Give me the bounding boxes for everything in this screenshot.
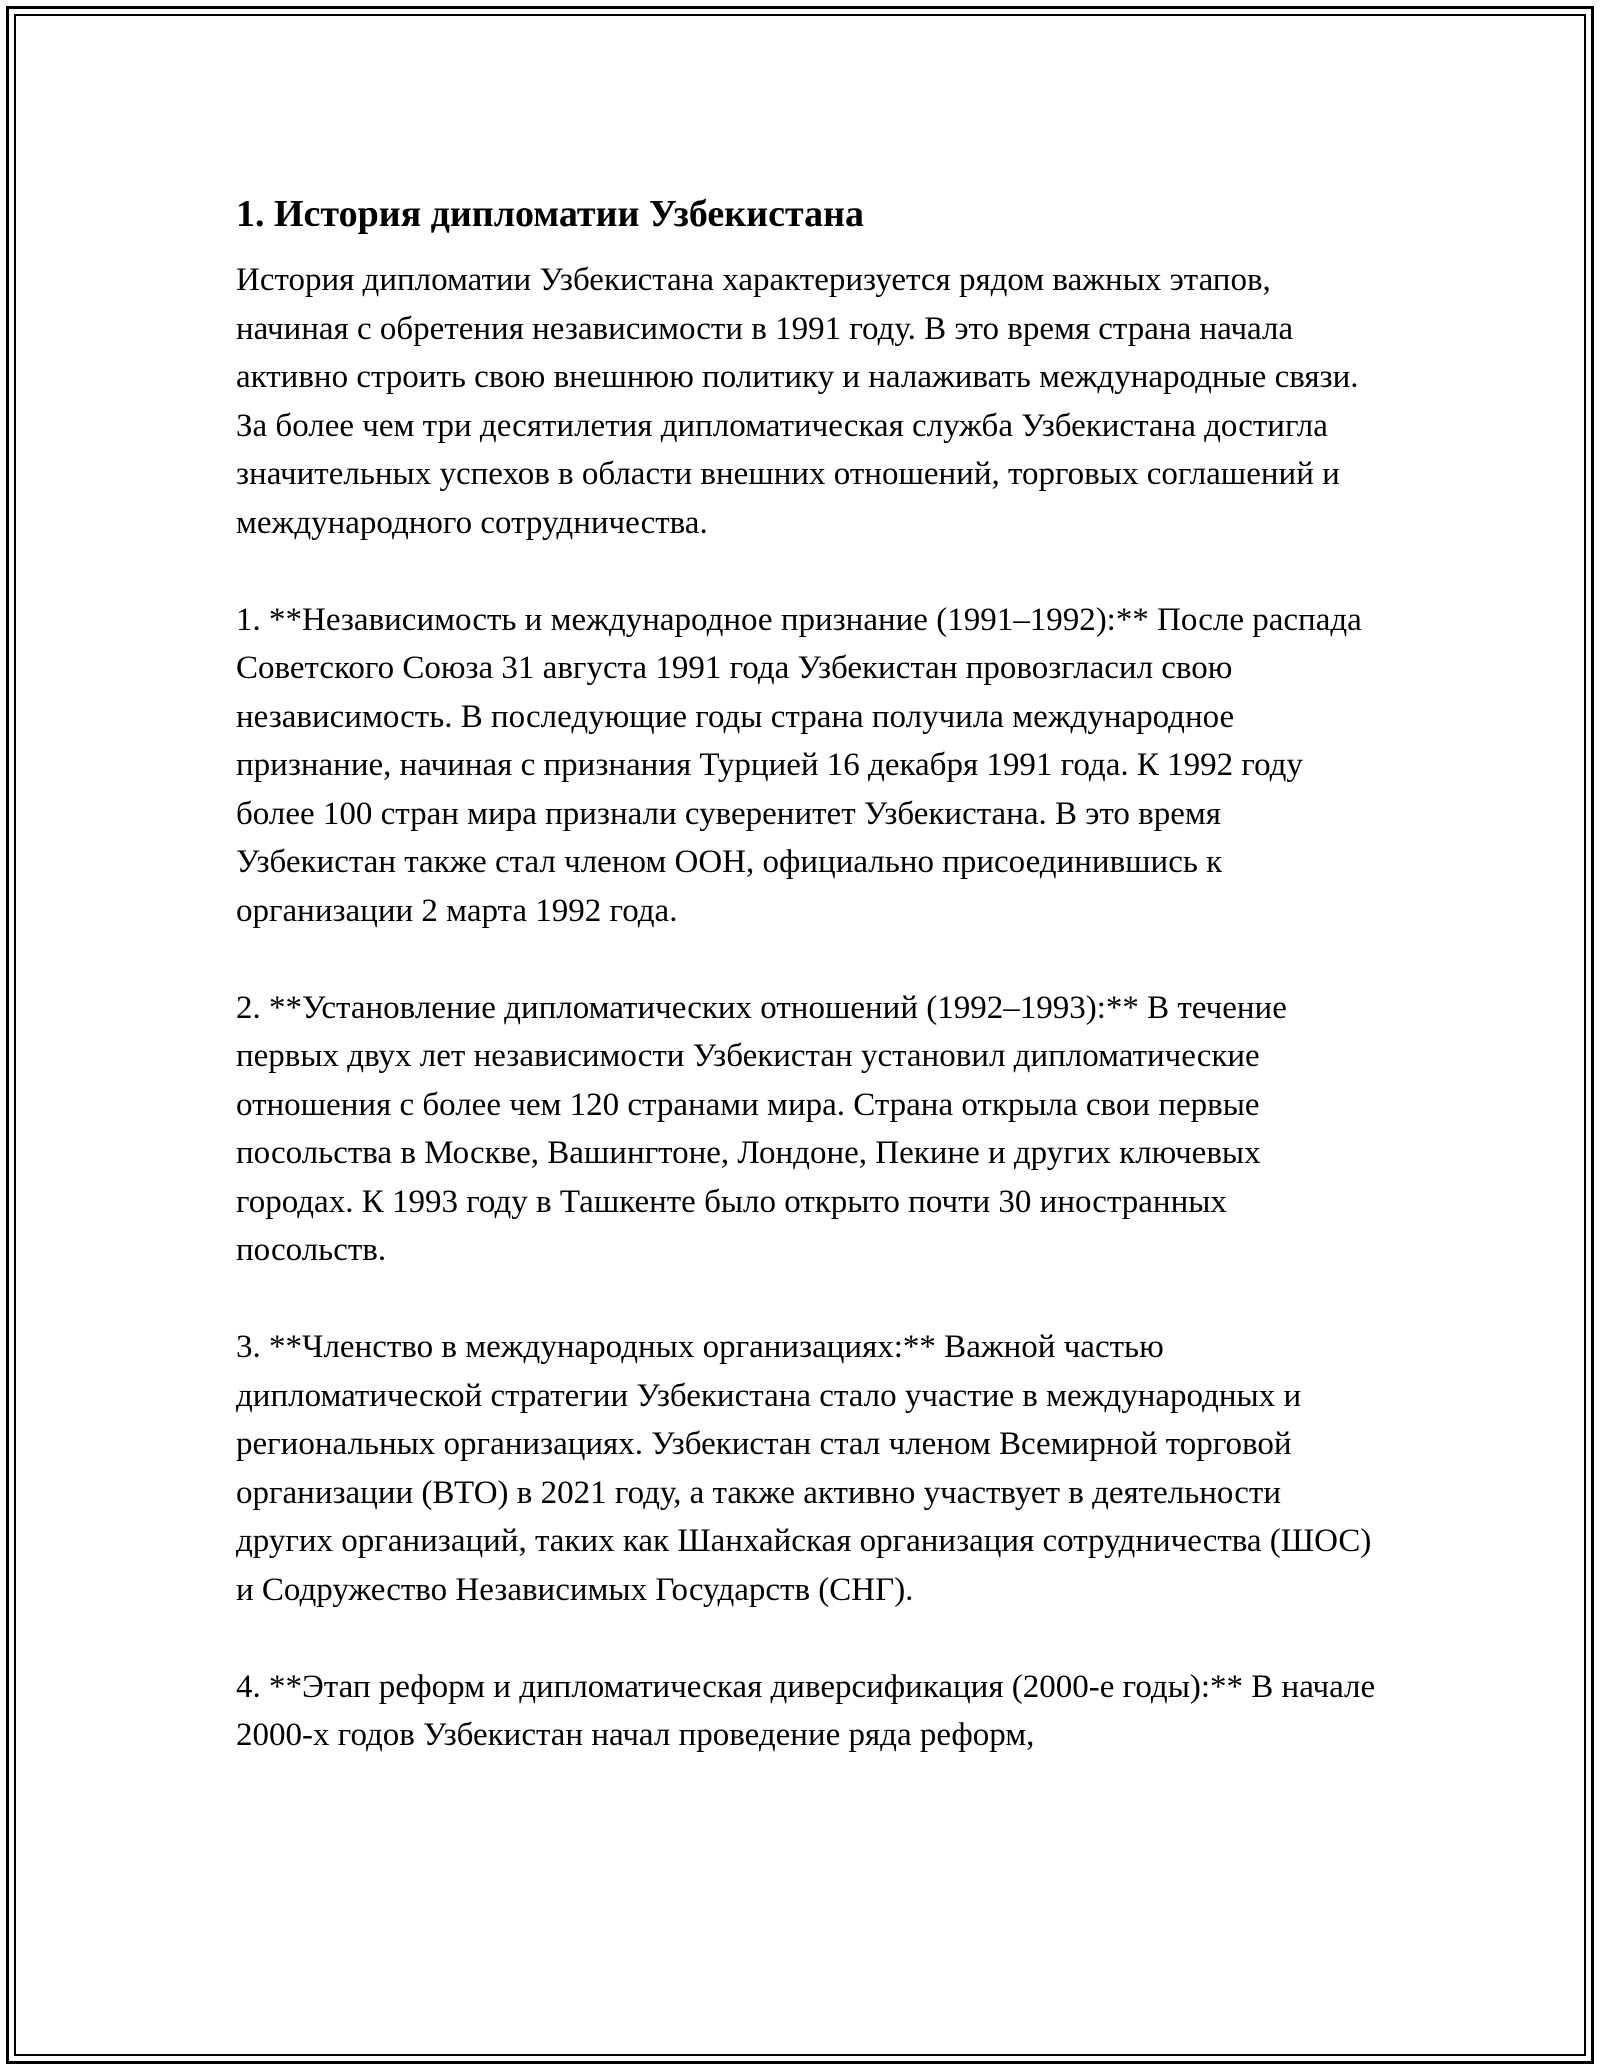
document-body: [236, 186, 1376, 1808]
paragraph-independence: 1. **Независимость и международное признание (1991–1992):** После распада Советского Союза 31 августа 1991 года Узбекистан провозгласил свою независимость. В последующие годы страна получила международное признание, начиная с признания Турцией 16 декабря 1991 года. К 1992 году более 100 стран мира признали суверенитет Узбекистана. В это время Узбекистан также стал членом ООН, официально присоединившись к организации 2 марта 1992 года.: [236, 601, 1362, 929]
paragraph-international-organizations: 3. **Членство в международных организациях:** Важной частью дипломатической стратегии Узбекистана стало участие в международных и региональных организациях. Узбекистан стал членом Всемирной торговой организации (ВТО) в 2021 году, а также активно участвует в деятельности других организаций, таких как Шанхайская организация сотрудничества (ШОС) и Содружество Независимых Государств (СНГ).: [236, 1329, 1372, 1608]
paragraph-diplomatic-relations: 2. **Установление дипломатических отношений (1992–1993):** В течение первых двух лет независимости Узбекистан установил дипломатические отношения с более чем 120 странами мира. Страна открыла свои первые посольства в Москве, Вашингтоне, Лондоне, Пекине и других ключевых городах. К 1993 году в Ташкенте было открыто почти 30 иностранных посольств.: [236, 989, 1287, 1268]
intro-paragraph: История дипломатии Узбекистана характеризуется рядом важных этапов, начиная с обретения независимости в 1991 году. В это время страна начала активно строить свою внешнюю политику и налаживать международные связи. За более чем три десятилетия дипломатическая служба Узбекистана достигла значительных успехов в области внешних отношений, торговых соглашений и международного сотрудничества.: [236, 262, 1359, 541]
paragraph-reforms: 4. **Этап реформ и дипломатическая диверсификация (2000-е годы):** В начале 2000-х годов Узбекистан начал проведение ряда реформ,: [236, 1668, 1376, 1753]
section-heading: 1. История дипломатии Узбекистана: [236, 193, 864, 235]
